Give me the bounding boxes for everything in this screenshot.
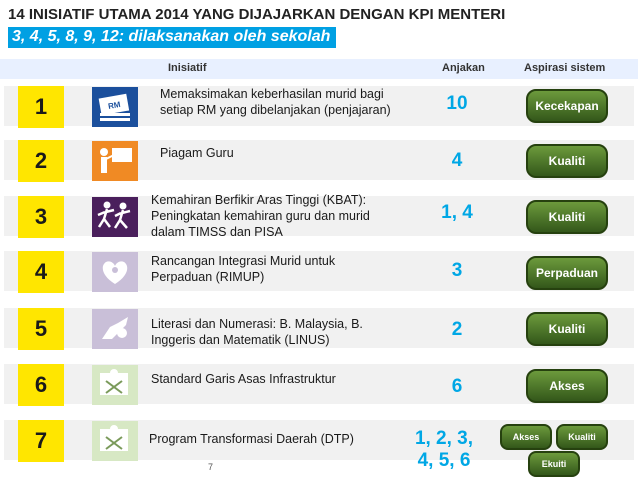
integration-hands-icon xyxy=(92,252,138,292)
row-anjakan-1: 10 xyxy=(446,93,468,114)
header-inisiatif: Inisiatif xyxy=(168,62,207,74)
row-desc-4: Rancangan Integrasi Murid untuk Perpaduan (RIMUP) xyxy=(151,254,336,284)
page-title: 14 INISIATIF UTAMA 2014 YANG DIJAJARKAN DENGAN KPI MENTERI xyxy=(8,6,506,23)
row-number-4: 4 xyxy=(18,251,64,293)
svg-text:RM: RM xyxy=(107,99,122,111)
badge-perpaduan: Perpaduan xyxy=(526,256,608,290)
badge-kualiti: Kualiti xyxy=(526,312,608,346)
badge-kualiti: Kualiti xyxy=(526,200,608,234)
row-number-2: 2 xyxy=(18,140,64,182)
badge-kualiti: Kualiti xyxy=(526,144,608,178)
row-anjakan-4: 3 xyxy=(451,260,463,281)
row-desc-2: Piagam Guru xyxy=(160,146,234,160)
badge-ekuiti: Ekuiti xyxy=(528,451,580,477)
row-desc-3: Kemahiran Berfikir Aras Tinggi (KBAT): Peningkatan kemahiran guru dan murid dalam TIMSS dan PISA xyxy=(151,193,370,239)
row-number-3: 3 xyxy=(18,196,64,238)
badge-kecekapan: Kecekapan xyxy=(526,89,608,123)
row-anjakan-5: 2 xyxy=(451,319,463,340)
row-number-7: 7 xyxy=(18,420,64,462)
row-number-1: 1 xyxy=(18,86,64,128)
infrastructure-puzzle-icon xyxy=(92,365,138,405)
row-desc-6: Standard Garis Asas Infrastruktur xyxy=(151,372,336,386)
row-number-6: 6 xyxy=(18,364,64,406)
row-desc-7: Program Transformasi Daerah (DTP) xyxy=(149,432,354,446)
row-desc-1: Memaksimakan keberhasilan murid bagi setiap RM yang dibelanjakan (penjajaran) xyxy=(160,87,391,117)
transformation-puzzle-icon xyxy=(92,421,138,461)
badge-akses: Akses xyxy=(526,369,608,403)
row-anjakan-6: 6 xyxy=(451,376,463,397)
row-anjakan-2: 4 xyxy=(451,150,463,171)
badge-kualiti: Kualiti xyxy=(556,424,608,450)
header-anjakan: Anjakan xyxy=(442,62,485,74)
money-icon xyxy=(92,87,138,127)
literacy-hand-icon xyxy=(92,309,138,349)
row-anjakan-7: 1, 2, 3, 4, 5, 6 xyxy=(414,428,474,471)
page-subtitle: 3, 4, 5, 8, 9, 12: dilaksanakan oleh sekolah xyxy=(8,27,336,48)
running-people-icon xyxy=(92,197,138,237)
badge-akses: Akses xyxy=(500,424,552,450)
teacher-board-icon xyxy=(92,141,138,181)
row-number-5: 5 xyxy=(18,308,64,350)
row-desc-5: Literasi dan Numerasi: B. Malaysia, B. Inggeris dan Matematik (LINUS) xyxy=(151,317,363,347)
row-anjakan-3: 1, 4 xyxy=(441,202,473,223)
header-aspirasi: Aspirasi sistem xyxy=(524,62,606,74)
page-number: 7 xyxy=(208,462,214,472)
